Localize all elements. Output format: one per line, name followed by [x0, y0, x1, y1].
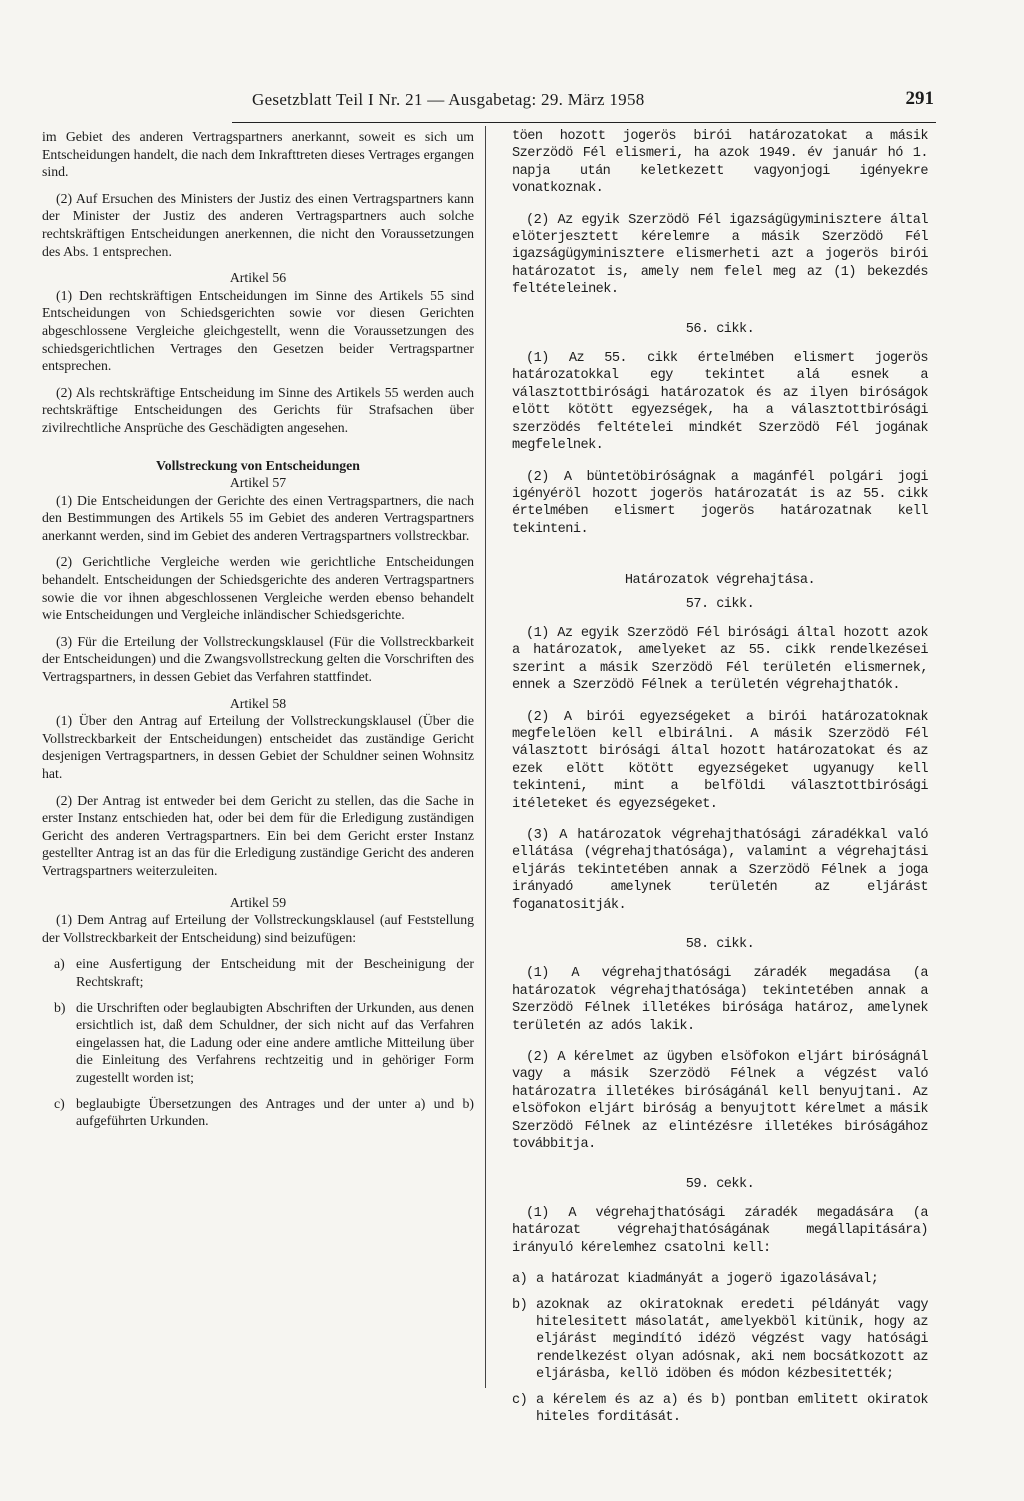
article-heading: Artikel 56: [229, 270, 287, 286]
paragraph: (3) Für die Erteilung der Vollstreckungsklausel (Für die Vollstreckbarkeit der Entscheidungen) und die Zwangsvollstreckung gelten die Vorschriften des Vertragspartners, in dessen Gebiet das Verfahren stattfindet.: [42, 633, 474, 685]
list-item: [42, 1095, 474, 1130]
paragraph: (2) A birói egyezségeket a birói határozatoknak megfelelöen kell elbirálni. A másik Szerzödö Fél választott birósági által hozott határozatokat és az ezek elött kötött egyezségeket ugyanugy kell tekinteni, mint a belföldi választottbirósági itéleteket és egyezségeket.: [512, 709, 928, 812]
list-text: eine Ausfertigung der Entscheidung mit der Bescheinigung der Rechtskraft;: [76, 956, 474, 989]
paragraph: (2) A büntetöbiróságnak a magánfél polgári jogi igényéröl hozott jogerös határozatát is az 55. cikk értelmében elismert jogerös határozatnak kell tekinteni.: [512, 469, 928, 537]
list-text: a határozat kiadmányát a jogerö igazolásával;: [536, 1272, 879, 1288]
paragraph: (2) Als rechtskräftige Entscheidung im Sinne des Artikels 55 werden auch rechtskräftige Entscheidungen des Gerichts für Strafsachen über zivilrechtliche Ansprüche des Geschädigten angesehen.: [42, 384, 474, 435]
paragraph: (2) Auf Ersuchen des Ministers der Justiz des einen Vertragspartners kann der Minister der Justiz des anderen Vertragspartners auch solche rechtskräftigen Entscheidungen anerkennen, die nicht den Voraussetzungen des Abs. 1 entsprechen.: [42, 190, 474, 259]
list-marker: b): [54, 999, 66, 1015]
article-heading: 57. cikk.: [685, 596, 755, 612]
list-item: [512, 1392, 928, 1427]
paragraph: (2) A kérelmet az ügyben elsöfokon eljárt biróságnál vagy a másik Szerzödö Félnek a végzést való határozatra illetékes biróságánál kell benyujtani. Az elsöfokon eljárt biróság a benyujtott kérelmet a másik Szerzödö Félnek az elintézésre illetékes biróságához továbbitja.: [512, 1050, 928, 1153]
paragraph: (1) A végrehajthatósági záradék megadása (a határozatok végrehajthatósága) tekintetében annak a Szerzödö Félnek illetékes birósága határoz, amelynek területén az adós lakik.: [512, 966, 928, 1034]
paragraph: (1) Über den Antrag auf Erteilung der Vollstreckungsklausel (Über die Vollstreckbarkeit der Entscheidungen) entscheidet das zuständige Gericht desjenigen Vertragspartners, in dessen Gebiet der Schuldner seinen Wohnsitz hat.: [42, 713, 474, 781]
paragraph: (2) Gerichtliche Vergleiche werden wie gerichtliche Entscheidungen behandelt. Entscheidungen der Schiedsgerichte des anderen Vertragspartners sowie die vor ihnen abgeschlossenen Vergleiche werden ebenso behandelt wie Entscheidungen und Vergleiche inländischer Schiedsgerichte.: [42, 554, 474, 623]
page-number: 291: [905, 88, 934, 109]
list-marker: a): [512, 1272, 528, 1288]
list-marker: b): [512, 1297, 528, 1313]
hungarian-column: [512, 128, 928, 1434]
column-divider: [485, 126, 486, 1388]
article-heading: Artikel 57: [229, 475, 287, 491]
paragraph: (3) A határozatok végrehajthatósági záradékkal való ellátása (végrehajthatósága), valamint a végrehajtási eljárás tekintetében annak a Szerzödö Félnek a joga irányadó amelynek területén az eljárást foganatositják.: [512, 828, 928, 913]
list-marker: c): [54, 1095, 65, 1111]
section-heading: Vollstreckung von Entscheidungen: [156, 457, 360, 473]
list-item: [42, 999, 474, 1087]
list-marker: a): [54, 956, 65, 972]
paragraph: (1) Den rechtskräftigen Entscheidungen im Sinne des Artikels 55 sind Entscheidungen von Schiedsgerichten sowie vor diesen Gerichten abgeschlossene Vergleiche gleichgestellt, wenn die Voraussetzungen des schiedsgerichtlichen Vertrages den Gesetzen beider Vertragspartner entsprechen.: [42, 287, 474, 374]
list-text: azoknak az okiratoknak eredeti példányát vagy hitelesitett másolatát, amelyekböl kitünik, hogy az eljárást megindító idézö végzést vagy hatósági rendelkezést olyan adósnak, aki nem bocsátkozott az eljárásba, kellö idöben és módon kézbesitették;: [536, 1297, 928, 1383]
paragraph: (1) Az 55. cikk értelmében elismert jogerös határozatokkal egy tekintet alá esnek a választottbirósági határozatok és az ilyen biróságok elött kötött egyezségek, ha a választottbirósági szerzödés feltételei mindkét Szerzödö Fél jogának megfelelnek.: [512, 351, 928, 454]
list-text: die Urschriften oder beglaubigten Abschriften der Urkunden, aus denen ersichtlich ist, daß dem Schuldner, der sich nicht auf das Verfahren eingelassen hat, die Ladung oder eine andere amtliche Mitteilung über die Einleitung des Verfahrens rechtzeitig und in gehöriger Form zugestellt worden ist;: [76, 999, 474, 1085]
list-marker: c): [512, 1392, 528, 1408]
paragraph: (1) A végrehajthatósági záradék megadására (a határozat végrehajthatóságának megállapitására) irányuló kérelemhez csatolni kell:: [512, 1205, 928, 1256]
article-heading: 56. cikk.: [685, 321, 755, 337]
article-heading: Artikel 58: [229, 695, 287, 711]
list-text: beglaubigte Übersetzungen des Antrages und der unter a) und b) aufgeführten Urkunden.: [76, 1095, 474, 1129]
paragraph: (2) Az egyik Szerzödö Fél igazságügyminisztere által elöterjesztett kérelemre a másik Szerzödö Fél igazságügyminisztere elismerheti azt a jogerös birói határozatot is, amely nem felel meg az (1) bekezdés feltételeinek.: [512, 212, 928, 298]
paragraph: (1) Die Entscheidungen der Gerichte des einen Vertragspartners, die nach den Bestimmungen des Artikels 55 im Gebiet des anderen Vertragspartners anerkannt werden, sind im Gebiet des anderen Vertragspartners vollstreckbar.: [42, 492, 474, 543]
paragraph: (1) Az egyik Szerzödö Fél birósági által hozott azok a határozatok, amelyeket az 55. cikk rendelkezései szerint a másik Szerzödö Fél területén elismernek, ennek a Szerzödö Félnek a területén végrehajthatók.: [512, 625, 928, 694]
list-text: a kérelem és az a) és b) pontban emlitett okiratok hiteles forditását.: [536, 1392, 928, 1425]
paragraph: (1) Dem Antrag auf Erteilung der Vollstreckungsklausel (auf Feststellung der Vollstreckbarkeit der Entscheidung) sind beizufügen:: [42, 912, 474, 945]
page-header: [232, 88, 936, 123]
paragraph: (2) Der Antrag ist entweder bei dem Gericht zu stellen, das die Sache in erster Instanz entschieden hat, oder bei dem für die Erledigung zuständigen Gericht des anderen Vertragspartners. Ein bei dem Gericht erster Instanz gestellter Antrag ist an das für die Erledigung zuständige Gericht des anderen Vertragspartners weiterzuleiten.: [42, 792, 474, 878]
header-title: Gesetzblatt Teil I Nr. 21 — Ausgabetag: 29. März 1958: [252, 90, 645, 109]
article-heading: 59. cekk.: [685, 1176, 755, 1192]
list-item: [42, 955, 474, 990]
paragraph: töen hozott jogerös birói határozatokat a másik Szerzödö Fél elismeri, ha azok 1949. év január hó 1. napja után keletkezett vagyonjogi igényekre vonatkoznak.: [512, 129, 928, 197]
section-heading: Határozatok végrehajtása.: [624, 573, 816, 589]
list-item: [512, 1297, 928, 1384]
article-heading: Artikel 59: [229, 894, 287, 910]
german-column: [42, 128, 474, 1138]
article-heading: 58. cikk.: [685, 937, 755, 953]
paragraph: im Gebiet des anderen Vertragspartners anerkannt, soweit es sich um Entscheidungen handelt, die nach dem Inkrafttreten dieses Vertrages ergangen sind.: [42, 129, 474, 180]
list-item: [512, 1271, 928, 1288]
